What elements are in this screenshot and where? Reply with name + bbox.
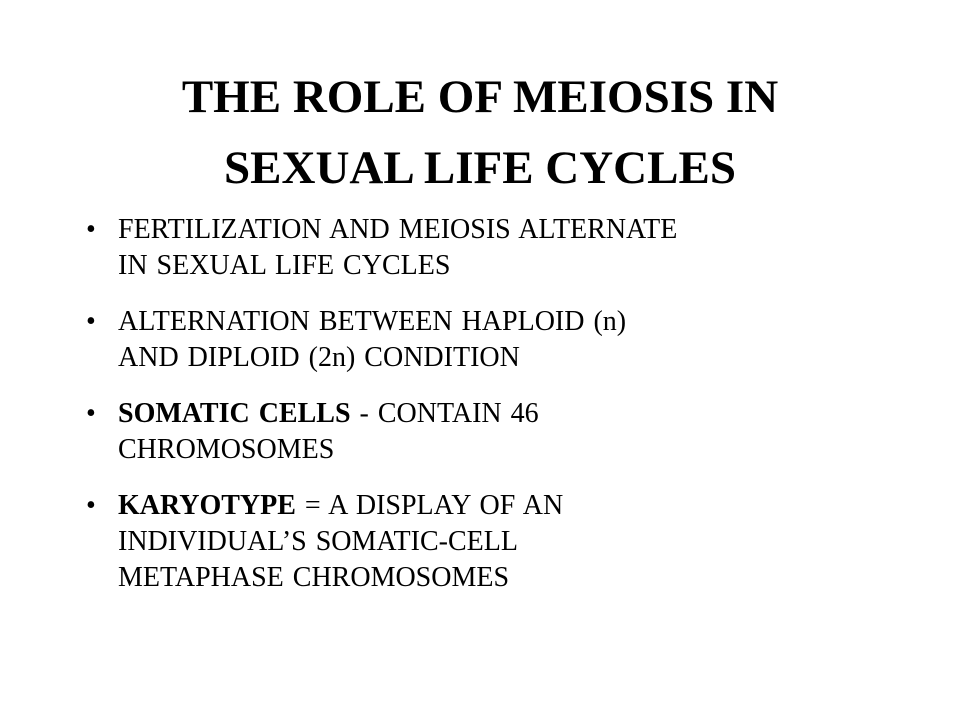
bullet-line: INDIVIDUAL’S SOMATIC-CELL	[118, 526, 518, 557]
bullet-bold-term: KARYOTYPE	[118, 490, 296, 521]
slide-title	[60, 62, 900, 204]
bullet-line: IN SEXUAL LIFE CYCLES	[118, 250, 451, 281]
bullet-line: FERTILIZATION AND MEIOSIS ALTERNATE	[118, 214, 678, 245]
title-line-1: THE ROLE OF MEIOSIS IN	[181, 71, 779, 123]
bullet-line	[118, 488, 900, 524]
bullet-dot-icon: •	[86, 490, 96, 521]
bullet-text	[118, 304, 900, 376]
bullet-item	[80, 396, 900, 468]
bullet-rest: = A DISPLAY OF AN	[295, 490, 564, 521]
bullet-dot-icon: •	[86, 306, 96, 337]
bullet-item	[80, 212, 900, 284]
bullet-line	[118, 396, 900, 432]
bullet-dot-icon: •	[86, 214, 96, 245]
bullet-text	[118, 212, 900, 284]
bullet-dot-icon: •	[86, 398, 96, 429]
bullet-line: ALTERNATION BETWEEN HAPLOID (n)	[118, 306, 627, 337]
bullet-line: CHROMOSOMES	[118, 434, 335, 465]
bullet-text	[118, 396, 900, 468]
bullet-item	[80, 304, 900, 376]
bullet-item	[80, 488, 900, 596]
bullet-text	[118, 488, 900, 596]
bullet-rest: - CONTAIN 46	[350, 398, 539, 429]
bullet-bold-term: SOMATIC CELLS	[118, 398, 351, 429]
title-line-2: SEXUAL LIFE CYCLES	[224, 142, 736, 194]
bullet-line: AND DIPLOID (2n) CONDITION	[118, 342, 520, 373]
bullet-list	[80, 212, 900, 616]
bullet-line: METAPHASE CHROMOSOMES	[118, 562, 510, 593]
